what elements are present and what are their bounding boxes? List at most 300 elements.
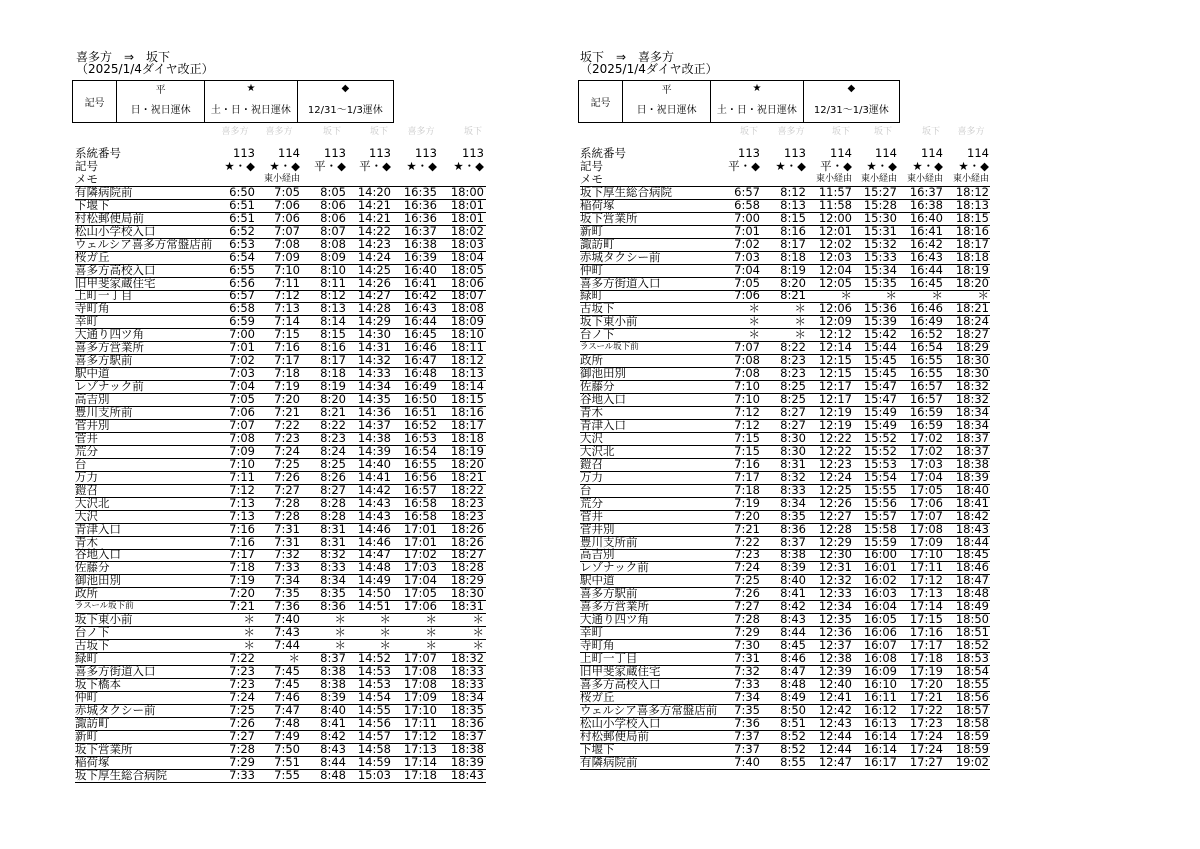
time-cell: 8:19 [780, 262, 806, 277]
time-cell: 6:50 [229, 184, 255, 199]
time-cell: 15:36 [863, 301, 897, 316]
time-cell: 12:28 [818, 521, 852, 536]
stop-name: 旧甲斐家蔵住宅 [75, 275, 156, 290]
time-cell: 7:23 [229, 676, 255, 691]
time-cell: 16:58 [403, 508, 437, 523]
time-cell: 7:06 [274, 197, 300, 212]
stop-name: 駅中道 [75, 366, 110, 381]
time-cell: 16:05 [863, 612, 897, 627]
stop-name: 上町一丁目 [580, 651, 638, 666]
time-cell: 18:33 [450, 664, 484, 678]
stop-name: 駅中道 [580, 573, 615, 588]
stop-name: 大沢 [75, 508, 98, 523]
time-cell: 18:01 [450, 210, 484, 225]
time-cell: 12:19 [818, 417, 852, 432]
time-cell: 15:52 [863, 430, 897, 445]
time-cell: 8:26 [320, 469, 346, 484]
time-cell: 12:47 [818, 754, 852, 769]
time-cell: 14:39 [357, 443, 391, 458]
time-cell: 7:14 [274, 314, 300, 329]
time-cell: 17:01 [403, 521, 437, 536]
time-cell: 8:43 [320, 741, 346, 756]
time-cell: 6:53 [229, 236, 255, 251]
time-cell: 18:53 [955, 651, 989, 666]
time-cell: 12:03 [818, 249, 852, 264]
time-cell: 19:02 [955, 754, 989, 769]
header-cell: 平・◆ [820, 158, 852, 173]
time-cell: 16:44 [403, 314, 437, 329]
time-cell: 7:50 [274, 741, 300, 756]
time-cell: 7:12 [734, 417, 760, 432]
time-cell: 17:15 [909, 612, 943, 627]
time-cell: 7:02 [734, 236, 760, 251]
stop-name: 青津入口 [75, 521, 121, 536]
time-cell: 16:48 [403, 366, 437, 381]
time-cell: 16:42 [909, 236, 943, 251]
header-label: メモ [580, 171, 603, 186]
stop-name: 高吉別 [580, 547, 615, 562]
time-cell: 18:23 [450, 495, 484, 510]
time-cell: 16:45 [909, 275, 943, 290]
time-cell: 8:08 [320, 236, 346, 251]
time-cell: 12:35 [818, 612, 852, 627]
time-cell: 8:10 [320, 262, 346, 277]
time-cell: 8:13 [780, 197, 806, 212]
time-cell: 7:27 [229, 728, 255, 743]
time-cell: 17:11 [909, 560, 943, 575]
time-cell: 17:10 [403, 702, 437, 717]
time-cell: 8:07 [320, 223, 346, 238]
time-cell: 18:39 [450, 754, 484, 769]
header-cell: ★・◆ [453, 158, 484, 173]
time-cell: 7:16 [229, 521, 255, 536]
inbound-revision: （2025/1/4ダイヤ改正） [580, 62, 718, 76]
time-cell: 7:34 [274, 573, 300, 588]
time-cell: 7:40 [274, 612, 300, 627]
time-cell: 8:37 [320, 651, 346, 666]
time-cell: 7:05 [734, 275, 760, 290]
time-cell: 7:27 [274, 482, 300, 497]
time-cell: 18:15 [955, 210, 989, 225]
time-cell: 16:09 [863, 664, 897, 678]
time-cell: 8:48 [780, 676, 806, 691]
stop-name: 御池田別 [580, 366, 626, 381]
time-cell: 7:08 [734, 353, 760, 368]
time-cell: 12:09 [818, 314, 852, 329]
time-cell: 8:52 [780, 741, 806, 756]
time-cell: 7:03 [229, 366, 255, 381]
time-cell: 16:52 [909, 327, 943, 342]
time-cell: ＊ [794, 301, 806, 316]
time-cell: 17:07 [403, 651, 437, 666]
stop-name: 青木 [75, 534, 98, 549]
time-cell: 18:34 [955, 405, 989, 419]
time-cell: 8:13 [320, 301, 346, 316]
header-cell: 113 [784, 146, 806, 160]
time-cell: 18:29 [955, 340, 989, 355]
header-cell: 東小経由 [906, 173, 943, 184]
time-cell: ＊ [425, 625, 437, 640]
time-cell: 17:05 [909, 482, 943, 497]
stop-name: 桜ガ丘 [580, 689, 615, 704]
time-cell: 15:49 [863, 405, 897, 419]
time-cell: 16:53 [403, 430, 437, 445]
time-cell: 7:06 [274, 210, 300, 225]
header-cell: 113 [369, 146, 391, 160]
time-cell: 18:12 [955, 184, 989, 199]
header-cell: 113 [462, 146, 484, 160]
time-cell: 14:24 [357, 249, 391, 264]
time-cell: 16:07 [863, 638, 897, 653]
time-cell: 12:32 [818, 573, 852, 588]
time-cell: 17:06 [909, 495, 943, 510]
time-cell: 16:57 [909, 379, 943, 394]
time-cell: 17:02 [909, 430, 943, 445]
stop-name: 台ノ下 [75, 625, 110, 640]
time-cell: 18:08 [450, 301, 484, 316]
time-cell: 14:32 [357, 353, 391, 368]
time-cell: 18:26 [450, 534, 484, 549]
time-cell: 18:26 [450, 521, 484, 536]
time-cell: 12:05 [818, 275, 852, 290]
stop-name: 豊川支所前 [75, 405, 133, 419]
time-cell: ＊ [748, 314, 760, 329]
stop-name: 坂下営業所 [580, 210, 638, 225]
time-cell: 14:25 [357, 262, 391, 277]
time-cell: 8:25 [780, 379, 806, 394]
time-cell: 7:22 [734, 534, 760, 549]
time-cell: 8:18 [780, 249, 806, 264]
time-cell: 14:30 [357, 327, 391, 342]
time-cell: 16:35 [403, 184, 437, 199]
time-cell: 12:04 [818, 262, 852, 277]
time-cell: 14:58 [357, 741, 391, 756]
stop-name: 谷地入口 [75, 547, 121, 562]
time-cell: 6:51 [229, 210, 255, 225]
time-cell: 8:39 [320, 689, 346, 704]
time-cell: 12:44 [818, 728, 852, 743]
time-cell: 16:14 [863, 728, 897, 743]
time-cell: 8:15 [320, 327, 346, 342]
time-cell: 18:34 [450, 689, 484, 704]
stop-name: 有隣病院前 [580, 754, 638, 769]
time-cell: 7:45 [274, 676, 300, 691]
time-cell: 8:25 [320, 456, 346, 471]
time-cell: 16:08 [863, 651, 897, 666]
time-cell: 15:47 [863, 392, 897, 407]
stop-name: 下堰下 [580, 741, 615, 756]
time-cell: 8:49 [780, 689, 806, 704]
time-cell: ＊ [243, 625, 255, 640]
time-cell: 18:50 [955, 612, 989, 627]
time-cell: 14:31 [357, 340, 391, 355]
time-cell: 17:24 [909, 728, 943, 743]
time-cell: 11:57 [818, 184, 852, 199]
time-cell: 17:07 [909, 508, 943, 523]
time-cell: 18:13 [955, 197, 989, 212]
time-cell: 18:19 [955, 262, 989, 277]
time-cell: 15:59 [863, 534, 897, 549]
time-cell: 12:23 [818, 456, 852, 471]
time-cell: 17:08 [403, 664, 437, 678]
time-cell: 8:42 [780, 599, 806, 614]
time-cell: 14:26 [357, 275, 391, 290]
legend-diamond-desc: 12/31～1/3運休 [297, 96, 393, 122]
time-cell: 8:33 [320, 560, 346, 575]
time-cell: 17:04 [909, 469, 943, 484]
time-cell: 17:08 [909, 521, 943, 536]
time-cell: 7:15 [734, 443, 760, 458]
time-cell: 8:06 [320, 210, 346, 225]
header-cell: ★・◆ [775, 158, 806, 173]
time-cell: 7:29 [734, 625, 760, 640]
time-cell: 7:06 [734, 288, 760, 303]
stop-name: ウェルシア喜多方常盤店前 [75, 236, 213, 251]
time-cell: 7:20 [229, 586, 255, 601]
time-cell: 18:16 [450, 405, 484, 419]
time-cell: 18:11 [450, 340, 484, 355]
time-cell: 7:05 [274, 184, 300, 199]
time-cell: 15:44 [863, 340, 897, 355]
time-cell: 7:07 [274, 223, 300, 238]
time-cell: 8:14 [320, 314, 346, 329]
destination-label: 坂下 [921, 127, 940, 137]
time-cell: 18:18 [955, 249, 989, 264]
stop-name: 仲町 [580, 262, 603, 277]
time-cell: 18:51 [955, 625, 989, 640]
inbound-panel [580, 0, 1200, 849]
header-cell: ★・◆ [224, 158, 255, 173]
time-cell: 7:37 [734, 741, 760, 756]
time-cell: 12:12 [818, 327, 852, 342]
time-cell: 7:33 [274, 560, 300, 575]
time-cell: 18:38 [450, 741, 484, 756]
time-cell: 18:10 [450, 327, 484, 342]
header-row [75, 160, 486, 173]
stop-name: 寺町角 [75, 301, 110, 316]
time-cell: ＊ [748, 301, 760, 316]
time-cell: 14:46 [357, 521, 391, 536]
header-cell: 平・◆ [728, 158, 760, 173]
time-cell: 12:30 [818, 547, 852, 562]
time-cell: 7:13 [274, 301, 300, 316]
outbound-title: 喜多方 ⇒ 坂下 [76, 50, 171, 64]
stop-name: 下堰下 [75, 197, 110, 212]
time-cell: 12:33 [818, 586, 852, 601]
time-cell: 7:33 [229, 767, 255, 782]
stop-name: 新町 [75, 728, 98, 743]
time-cell: 8:28 [320, 495, 346, 510]
header-label: 系統番号 [75, 146, 121, 160]
time-cell: 7:34 [734, 689, 760, 704]
stop-name: 喜多方高校入口 [75, 262, 156, 277]
time-cell: 16:57 [909, 392, 943, 407]
time-cell: 7:18 [274, 366, 300, 381]
time-cell: 18:21 [955, 301, 989, 316]
time-cell: 16:12 [863, 702, 897, 717]
time-cell: 18:18 [450, 430, 484, 445]
time-cell: 17:09 [909, 534, 943, 549]
time-cell: 8:36 [320, 599, 346, 614]
time-cell: 6:59 [229, 314, 255, 329]
time-cell: 11:58 [818, 197, 852, 212]
time-cell: 17:23 [909, 715, 943, 730]
destination-label: 喜多方 [265, 127, 293, 137]
time-cell: 8:17 [780, 236, 806, 251]
stop-name: 坂下厚生総合病院 [580, 184, 672, 199]
time-cell: 7:36 [274, 599, 300, 614]
time-cell: 12:02 [818, 236, 852, 251]
stop-name: 稲荷塚 [75, 754, 110, 769]
time-cell: 7:40 [734, 754, 760, 769]
outbound-destinations [213, 124, 486, 136]
stop-row [580, 756, 990, 770]
time-cell: 18:38 [955, 456, 989, 471]
time-cell: 14:21 [357, 197, 391, 212]
header-cell: 平・◆ [359, 158, 391, 173]
time-cell: 8:11 [320, 275, 346, 290]
stop-name: 坂下営業所 [75, 741, 133, 756]
time-cell: 14:54 [357, 689, 391, 704]
stop-name: 幸町 [75, 314, 98, 329]
time-cell: 7:28 [274, 495, 300, 510]
time-cell: 18:24 [955, 314, 989, 329]
time-cell: 16:40 [403, 262, 437, 277]
stop-name: 万力 [580, 469, 603, 484]
time-cell: 7:32 [734, 664, 760, 678]
time-cell: 15:33 [863, 249, 897, 264]
time-cell: 14:40 [357, 456, 391, 471]
header-cell: 東小経由 [815, 173, 852, 184]
destination-label: 坂下 [873, 127, 892, 137]
destination-label: 坂下 [322, 127, 341, 137]
time-cell: 7:04 [734, 262, 760, 277]
time-cell: 14:48 [357, 560, 391, 575]
outbound-revision: （2025/1/4ダイヤ改正） [76, 62, 214, 76]
header-cell: 113 [738, 146, 760, 160]
time-cell: 8:45 [780, 638, 806, 653]
time-cell: 7:22 [274, 417, 300, 432]
time-cell: 12:41 [818, 689, 852, 704]
stop-name: 大沢北 [580, 443, 615, 458]
time-cell: 18:32 [450, 651, 484, 666]
time-cell: 7:13 [229, 495, 255, 510]
time-cell: 16:37 [909, 184, 943, 199]
destination-label: 坂下 [739, 127, 758, 137]
stop-name: 仲町 [75, 689, 98, 704]
time-cell: 8:31 [320, 534, 346, 549]
time-cell: 7:48 [274, 715, 300, 730]
time-cell: 8:36 [780, 521, 806, 536]
time-cell: 16:51 [403, 405, 437, 419]
legend-heavy-symbol: 平 [623, 81, 711, 97]
time-cell: 7:07 [734, 340, 760, 355]
time-cell: 8:12 [320, 288, 346, 303]
time-cell: 8:42 [320, 728, 346, 743]
time-cell: 12:27 [818, 508, 852, 523]
time-cell: 8:46 [780, 651, 806, 666]
time-cell: 7:37 [734, 728, 760, 743]
time-cell: 12:37 [818, 638, 852, 653]
time-cell: 16:03 [863, 586, 897, 601]
stop-name: 高吉別 [75, 392, 110, 407]
time-cell: 7:43 [274, 625, 300, 640]
time-cell: 17:13 [909, 586, 943, 601]
stop-name: 菅井 [75, 430, 98, 445]
stop-name: 喜多方駅前 [580, 586, 638, 601]
time-cell: 7:08 [229, 430, 255, 445]
time-cell: 17:16 [909, 625, 943, 640]
time-cell: 16:44 [909, 262, 943, 277]
time-cell: 12:34 [818, 599, 852, 614]
time-cell: 12:31 [818, 560, 852, 575]
stop-name: 幸町 [580, 625, 603, 640]
time-cell: 14:46 [357, 534, 391, 549]
time-cell: ＊ [885, 288, 897, 303]
time-cell: 12:43 [818, 715, 852, 730]
legend-diamond-symbol: ◆ [803, 81, 899, 97]
time-cell: 6:57 [229, 288, 255, 303]
time-cell: 17:04 [403, 573, 437, 588]
time-cell: 6:54 [229, 249, 255, 264]
time-cell: 8:55 [780, 754, 806, 769]
time-cell: 18:01 [450, 197, 484, 212]
stop-name: 赤城タクシー前 [75, 702, 156, 717]
time-cell: 18:00 [450, 184, 484, 199]
time-cell: 12:17 [818, 392, 852, 407]
stop-name: 荒分 [580, 495, 603, 510]
time-cell: 14:55 [357, 702, 391, 717]
destination-label: 喜多方 [957, 127, 985, 137]
time-cell: 17:08 [403, 676, 437, 691]
time-cell: 17:22 [909, 702, 943, 717]
time-cell: 18:58 [955, 715, 989, 730]
time-cell: 7:28 [274, 508, 300, 523]
time-cell: 14:21 [357, 210, 391, 225]
time-cell: 16:46 [403, 340, 437, 355]
time-cell: 8:25 [780, 392, 806, 407]
time-cell: 15:30 [863, 210, 897, 225]
header-cell: ★・◆ [958, 158, 989, 173]
header-cell: ★・◆ [269, 158, 300, 173]
time-cell: 8:37 [780, 534, 806, 549]
time-cell: 7:19 [734, 495, 760, 510]
time-cell: 7:26 [274, 469, 300, 484]
time-cell: 7:24 [734, 560, 760, 575]
time-cell: 18:54 [955, 664, 989, 678]
stop-name: 古坂下 [580, 301, 615, 316]
stop-name: 村松郵便局前 [75, 210, 144, 225]
time-cell: 16:54 [909, 340, 943, 355]
stop-name: 古坂下 [75, 638, 110, 653]
time-cell: 7:55 [274, 767, 300, 782]
time-cell: 17:02 [403, 547, 437, 562]
time-cell: 6:56 [229, 275, 255, 290]
time-cell: 18:40 [955, 482, 989, 497]
time-cell: 7:09 [229, 443, 255, 458]
time-cell: 15:31 [863, 223, 897, 238]
stop-name: 有隣病院前 [75, 184, 133, 199]
time-cell: 14:36 [357, 405, 391, 419]
header-label: 系統番号 [580, 146, 626, 160]
time-cell: 8:27 [780, 405, 806, 419]
time-cell: ＊ [472, 638, 484, 653]
time-cell: 14:41 [357, 469, 391, 484]
time-cell: 18:09 [450, 314, 484, 329]
time-cell: 8:47 [780, 664, 806, 678]
time-cell: 18:12 [450, 353, 484, 368]
time-cell: 8:22 [320, 417, 346, 432]
